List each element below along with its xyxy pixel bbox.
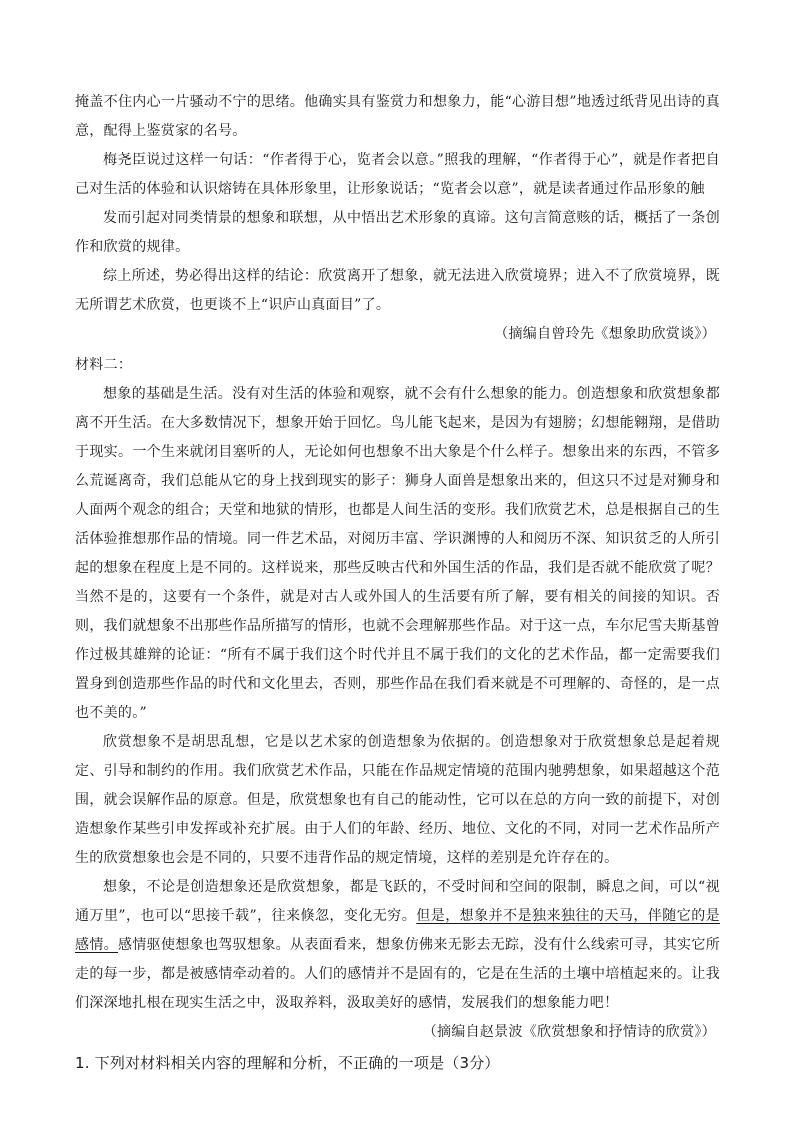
text-segment: 想象，不论是创造想象还是欣赏想象，都是飞跃的，不受时间和空间的限制，瞬息之间，可以“视通万里”，也可以“思接千载”，往来倏忽，变化无穷。 (75, 879, 720, 924)
material-2-heading: 材料二： (75, 357, 133, 373)
paragraph-imagination-basis: 想象的基础是生活。没有对生活的体验和观察，就不会有什么想象的能力。创造想象和欣赏想象都离不开生活。在大多数情况下，想象开始于回忆。鸟儿能飞起来，是因为有翅膀；幻想能翱翔，是借助于现实。一个生来就闭目塞听的人，无论如何也想象不出大象是个什么样子。想象出来的东西，不管多么荒诞离奇，我们总能从它的身上找到现实的影子：狮身人面兽是想象出来的，但这只不过是对狮身和人面两个观念的组合；天堂和地狱的情形，也都是人间生活的变形。我们欣赏艺术，总是根据自己的生活体验推想那作品的情境。同一件艺术品，对阅历丰富、学识渊博的人和阅历不深、知识贫乏的人所引起的想象在程度上是不同的。这样说来，那些反映古代和外国生活的作品，我们是否就不能欣赏了呢？当然不是的，这要有一个条件，就是对古人或外国人的生活要有所了解，要有相关的间接的知识。否则，我们就想象不出那些作品所描写的情形，也就不会理解那些作品。对于这一点，车尔尼雪夫斯基曾作过极其雄辩的论证：“所有不属于我们这个时代并且不属于我们的文化的艺术作品，都一定需要我们置身到创造那些作品的时代和文化里去，否则，那些作品在我们看来就是不可理解的、奇怪的，是一点也不美的。” (75, 386, 720, 721)
document-body (75, 88, 720, 1077)
paragraph-meiyaochen: 梅尧臣说过这样一句话：“作者得于心，览者会以意。”照我的理解，“作者得于心”，就是作者把自己对生活的体验和认识熔铸在具体形象里，让形象说话；“览者会以意”，就是读者通过作品形象的触 (75, 152, 720, 197)
source-citation-2: （摘编自赵景波《欣赏想象和抒情诗的欣赏》） (422, 1024, 716, 1040)
paragraph-continued: 掩盖不住内心一片骚动不宁的思绪。他确实具有鉴赏力和想象力，能“心游目想”地透过纸背见出诗的真意，配得上鉴赏家的名号。 (75, 94, 720, 139)
paragraph-appreciation-imagination: 欣赏想象不是胡思乱想，它是以艺术家的创造想象为依据的。创造想象对于欣赏想象总是起着规定、引导和制约的作用。我们欣赏艺术作品，只能在作品规定情境的范围内驰骋想象，如果超越这个范围，就会误解作品的原意。但是，欣赏想象也有自己的能动性，它可以在总的方向一致的前提下，对创造想象作某些引申发挥或补充扩展。由于人们的年龄、经历、地位、文化的不同，对同一艺术作品所产生的欣赏想象也会是不同的，只要不违背作品的规定情境，这样的差别是允许存在的。 (75, 734, 720, 866)
text-segment: 感情驱使想象也驾驭想象。从表面看来，想象仿佛来无影去无踪，没有什么线索可寻，其实它所走的每一步，都是被感情牵动着的。人们的感情并不是固有的，它是在生活的土壤中培植起来的。让我们深深地扎根在现实生活之中，汲取养料，汲取美好的感情，发展我们的想象能力吧！ (75, 937, 720, 1011)
question-1-stem: 1. 下列对材料相关内容的理解和分析，不正确的一项是（3分） (75, 1054, 500, 1072)
paragraph-imagination-emotion (75, 873, 720, 1018)
source-citation-1: （摘编自曾玲先《想象助欣赏谈》） (494, 326, 716, 342)
underlined-sentence: 但是，想象并不是独来独往的天马，伴随它的是感情。 (75, 908, 720, 953)
paragraph-continuation: 发而引起对同类情景的想象和联想，从中悟出艺术形象的真谛。这句言简意赅的话，概括了一条创作和欣赏的规律。 (75, 210, 720, 255)
paragraph-conclusion: 综上所述，势必得出这样的结论：欣赏离开了想象，就无法进入欣赏境界；进入不了欣赏境界，既无所谓艺术欣赏，也更谈不上“识庐山真面目”了。 (75, 268, 720, 313)
